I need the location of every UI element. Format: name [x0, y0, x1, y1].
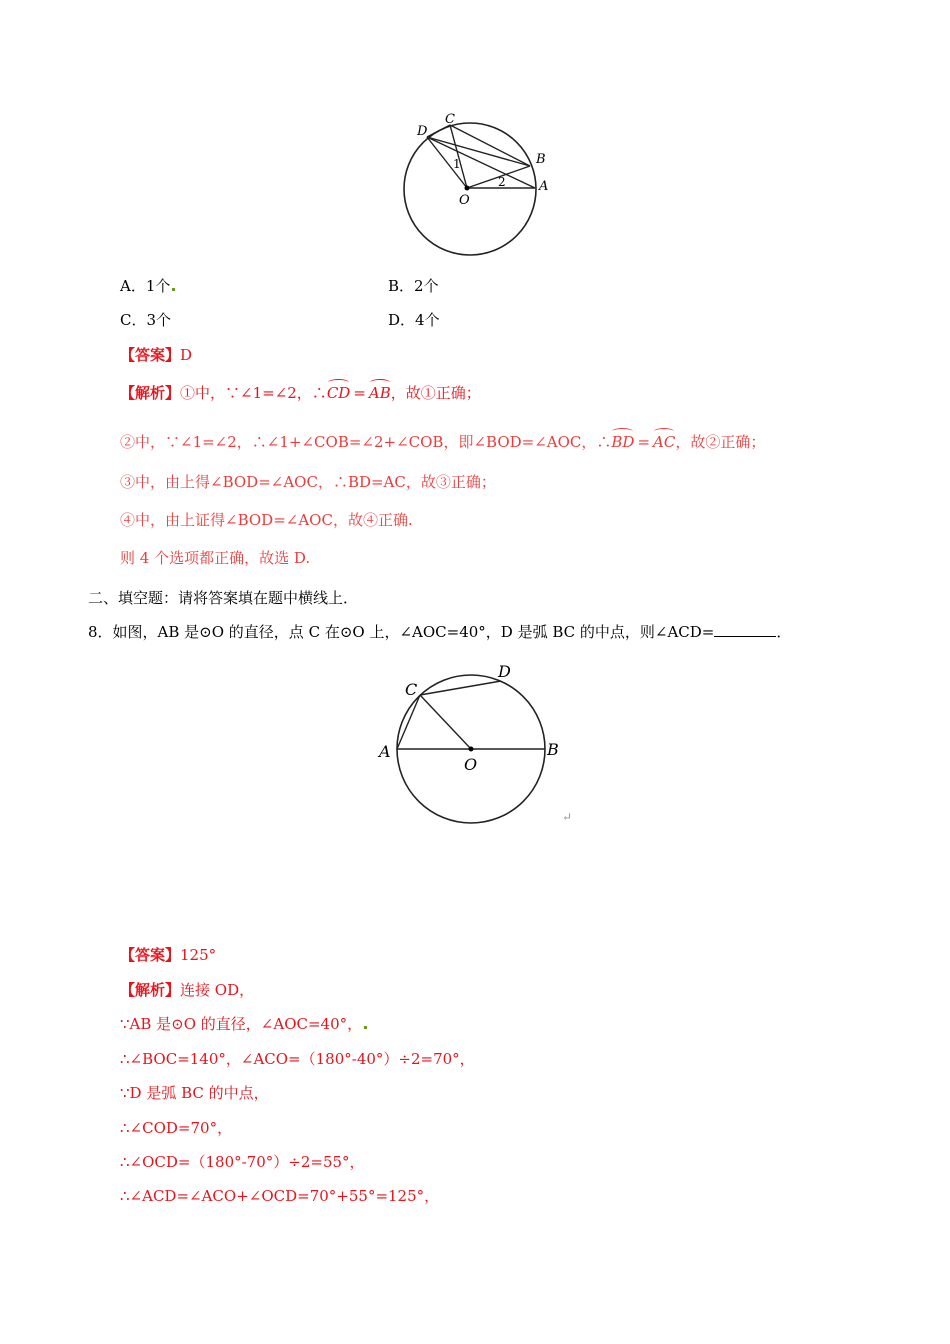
- analysis-1-line-2-b: ，故②正确；: [675, 433, 766, 451]
- arc-ac: AC: [653, 433, 676, 451]
- analysis-1-line-1: [120, 383, 481, 403]
- label-b: B: [536, 152, 546, 167]
- analysis-2-line-6: ∴∠OCD=（180°-70°）÷2=55°，: [120, 1153, 365, 1171]
- analysis-2-line-4: ∵D 是弧 BC 的中点，: [120, 1084, 269, 1102]
- analysis-2-line-3: ∴∠BOC=140°，∠ACO=（180°-40°）÷2=70°，: [120, 1050, 475, 1068]
- eq-sign-1: =: [353, 384, 366, 402]
- section-2-title: 二、填空题：请将答案填在题中横线上．: [88, 589, 359, 607]
- analysis-1-line-1-b: ，故①正确；: [390, 384, 481, 402]
- label-d: D: [417, 124, 428, 139]
- option-b: B．2个: [388, 277, 439, 295]
- segment-ac: [397, 695, 420, 749]
- answer-blank: [714, 622, 776, 637]
- answer-2-value: 125°: [180, 946, 217, 964]
- answer-2: [120, 945, 216, 965]
- arc-cd: CD: [326, 384, 351, 402]
- green-dot-mark-2: [364, 1026, 367, 1029]
- analysis-1-line-1-a: ①中，∵∠1=∠2，∴: [180, 384, 327, 402]
- label-c-2: C: [405, 680, 418, 699]
- return-mark: ↵: [562, 810, 573, 824]
- analysis-2-line-1-text: 连接 OD，: [180, 981, 255, 999]
- analysis-1-line-3: ③中，由上得∠BOD=∠AOC，∴BD=AC，故③正确；: [120, 473, 496, 491]
- arc-ab: AB: [368, 384, 391, 402]
- center-point-o-2: [469, 747, 474, 752]
- label-d-2: D: [498, 662, 511, 681]
- eq-sign-2: =: [637, 433, 651, 451]
- segment-cd: [420, 681, 501, 695]
- segment-co-2: [420, 695, 471, 749]
- analysis-1-line-5: 则 4 个选项都正确，故选 D.: [120, 549, 311, 567]
- analysis-1-tag: 【解析】: [120, 384, 181, 402]
- analysis-1-line-2: [120, 432, 765, 452]
- answer-1-value: D: [180, 346, 193, 364]
- label-angle-2: 2: [498, 175, 506, 189]
- analysis-2-line-2-text: ∵AB 是⊙O 的直径，∠AOC=40°，: [120, 1015, 363, 1033]
- label-a: A: [539, 179, 549, 194]
- answer-1: [120, 345, 192, 365]
- green-dot-mark: [172, 288, 175, 291]
- option-d: D．4个: [388, 311, 440, 329]
- label-o: O: [459, 193, 470, 208]
- option-c: C．3个: [120, 311, 172, 329]
- circle-figure-2: [370, 655, 590, 835]
- analysis-1-line-2-a: ②中，∵∠1=∠2，∴∠1+∠COB=∠2+∠COB，即∠BOD=∠AOC，∴: [120, 433, 612, 451]
- analysis-2-line-7: ∴∠ACD=∠ACO+∠OCD=70°+55°=125°，: [120, 1187, 440, 1205]
- center-point-o: [465, 186, 470, 191]
- label-angle-1: 1: [453, 157, 461, 171]
- question-8: [88, 622, 791, 642]
- circle-o: [404, 123, 536, 255]
- analysis-2-line-5: ∴∠COD=70°，: [120, 1119, 233, 1137]
- question-8-end: ．: [776, 623, 792, 641]
- arc-bd: BD: [611, 433, 635, 451]
- label-a-2: A: [379, 742, 391, 761]
- label-c: C: [445, 112, 455, 127]
- analysis-1-line-4: ④中，由上证得∠BOD=∠AOC，故④正确.: [120, 511, 413, 529]
- label-o-2: O: [464, 755, 478, 774]
- label-b-2: B: [547, 740, 559, 759]
- option-a: [120, 276, 175, 296]
- answer-1-tag: 【答案】: [120, 346, 181, 364]
- analysis-2-line-1: [120, 980, 254, 1000]
- option-a-text: A．1个: [120, 277, 171, 295]
- answer-2-tag: 【答案】: [120, 946, 181, 964]
- segment-cb: [450, 125, 530, 166]
- segment-do: [427, 137, 467, 188]
- analysis-2-tag: 【解析】: [120, 981, 181, 999]
- circle-figure-1: [395, 110, 560, 260]
- question-8-text: 8．如图，AB 是⊙O 的直径，点 C 在⊙O 上，∠AOC=40°，D 是弧 BC 的中点，则∠ACD=: [88, 623, 715, 641]
- analysis-2-line-2: [120, 1014, 367, 1034]
